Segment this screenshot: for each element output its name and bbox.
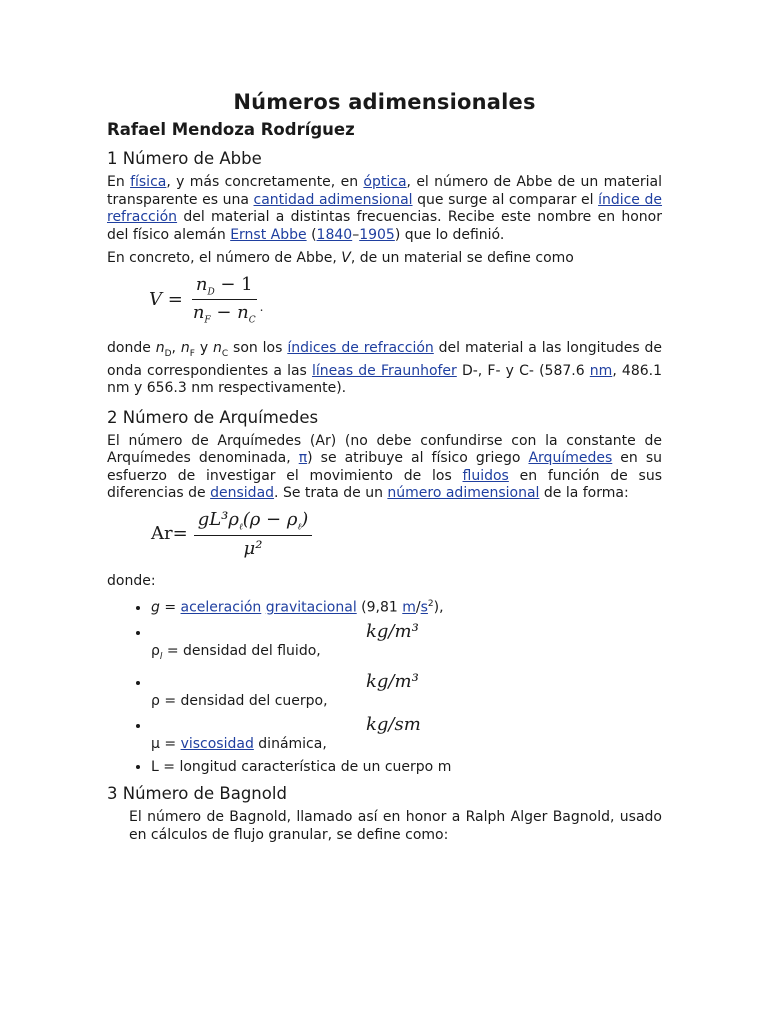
text: ) se atribuye al físico griego [307,450,529,467]
text: = densidad del fluido, [162,643,321,660]
math-sub: F [204,315,211,326]
section-heading-arquimedes: 2 Número de Arquímedes [107,407,319,427]
text: , 486.1 nm y 656.3 nm respectivamente). [107,362,662,397]
math: μ [151,736,160,753]
abbe-paragraph-3 [107,340,662,398]
text: en función de sus diferencias de [107,467,662,502]
unit-kg-m3: • kg/m³ [366,621,419,643]
link-1840[interactable]: 1840 [316,226,353,243]
formula-fraction [194,509,313,559]
math: n [195,273,208,295]
text: dinámica, [253,736,327,753]
text: ( [306,226,317,243]
link-s[interactable]: s [420,599,428,616]
link-pi[interactable]: π [298,450,308,467]
document-page [107,90,662,850]
unit-kg-m3: • kg/m³ [366,670,419,692]
text: = densidad del cuerpo, [159,692,328,709]
text: en su esfuerzo de investigar el movimiento de los [107,450,662,484]
formula-numerator [194,509,313,536]
math: ) [301,508,309,530]
text: , [171,339,181,356]
link-1905[interactable]: 1905 [359,226,395,243]
math: − 1 [214,273,253,295]
list-item [151,596,662,617]
arquimedes-formula [151,509,662,559]
math-sub: ℓ [297,522,302,533]
math-sub: D [207,287,215,298]
text: que surge al comparar el [412,191,599,208]
math: ρ [151,692,160,709]
abbe-paragraph-2 [107,250,662,268]
text: del material a las longitudes de onda correspondientes a las [107,339,663,379]
bagnold-paragraph-1: El número de Bagnold, llamado así en honor a Ralph Alger Bagnold, usado en cálculos de flujo granular, se define como: [129,809,662,843]
list-item [151,714,662,754]
link-viscosidad[interactable]: viscosidad [180,736,254,753]
text: y [194,339,213,356]
link-cantidad-adimensional[interactable]: cantidad adimensional [253,191,413,208]
abbe-formula [149,274,662,326]
text: , el número de Abbe de un material transparente es una [107,174,663,208]
text: = [159,599,181,616]
text: / [415,599,421,616]
text: = longitud característica de un cuerpo m [158,758,452,775]
link-fluidos[interactable]: fluidos [462,467,509,484]
text: (9,81 [356,599,403,616]
text: ), [433,599,444,616]
text: , y más concretamente, en [166,174,364,190]
math: n [155,339,165,356]
text: son los [228,339,288,356]
formula-eq: = [172,523,188,545]
link-indice-refraccion[interactable]: índice de refracción [107,191,663,225]
text: de la forma: [539,485,629,502]
math: − n [210,302,249,324]
variable-v: V [341,250,351,266]
link-lineas-fraunhofer[interactable]: líneas de Fraunhofer [312,362,457,379]
math-sub: C [221,348,229,359]
math: L [151,758,159,775]
abbe-paragraph-1 [107,174,662,244]
formula-denominator: μ² [243,537,263,559]
document-title: Números adimensionales [233,90,536,114]
formula-lhs: V = [149,289,183,311]
text: D-, F- y C- (587.6 [456,362,590,379]
formula-fraction [189,274,260,326]
text: . Se trata de un [274,485,388,502]
link-densidad[interactable]: densidad [210,485,275,502]
math: n [213,339,222,356]
unit-kg-sm: • kg/sm [366,714,421,736]
math-sub: ℓ [238,522,243,533]
text: , de un material se define como [350,250,574,266]
link-arquimedes[interactable]: Arquímedes [528,450,613,467]
math-sup: 2 [427,599,434,610]
link-ernst-abbe[interactable]: Ernst Abbe [230,226,307,243]
math-sub: F [189,348,195,359]
link-fisica[interactable]: física [130,174,167,190]
link-m[interactable]: m [402,599,416,616]
text: – [352,226,360,243]
text: donde [107,339,156,356]
document-author: Rafael Mendoza Rodríguez [107,120,355,139]
math-sub: C [248,315,256,326]
link-gravitacional[interactable]: gravitacional [265,599,357,616]
link-aceleracion[interactable]: aceleración [180,599,262,616]
link-numero-adimensional[interactable]: número adimensional [387,485,540,502]
donde-label: donde: [107,572,156,589]
text: En concreto, el número de Abbe, [107,250,342,266]
text: En [107,174,131,190]
arquimedes-paragraph-1 [107,433,662,503]
math: n [192,302,205,324]
text: El número de Arquímedes (Ar) (no debe confundirse con la constante de Arquímedes denominada, [107,432,662,467]
variables-list [107,596,662,776]
math: g [151,599,160,616]
list-item [151,759,662,777]
math: (ρ − ρ [242,508,298,530]
math: n [180,339,190,356]
link-indices-refraccion[interactable]: índices de refracción [287,339,434,356]
text: del material a distintas frecuencias. Recibe este nombre en honor del físico alemán [107,209,662,243]
formula-denominator [189,300,260,326]
formula-numerator [192,274,257,301]
math: ρ [151,643,160,660]
text: ) que lo definió. [394,226,505,243]
list-item [151,621,662,666]
math-sub: D [164,348,172,359]
link-optica[interactable]: óptica [363,174,407,190]
link-nm[interactable]: nm [589,362,613,379]
formula-lhs: Ar [151,523,173,545]
math-sub: l [159,652,163,663]
text: = [159,736,181,753]
list-item [151,671,662,711]
section-heading-abbe: 1 Número de Abbe [107,149,262,168]
formula-tail: . [259,299,264,314]
math: gL³ρ [197,508,239,530]
section-heading-bagnold: 3 Número de Bagnold [107,784,287,804]
